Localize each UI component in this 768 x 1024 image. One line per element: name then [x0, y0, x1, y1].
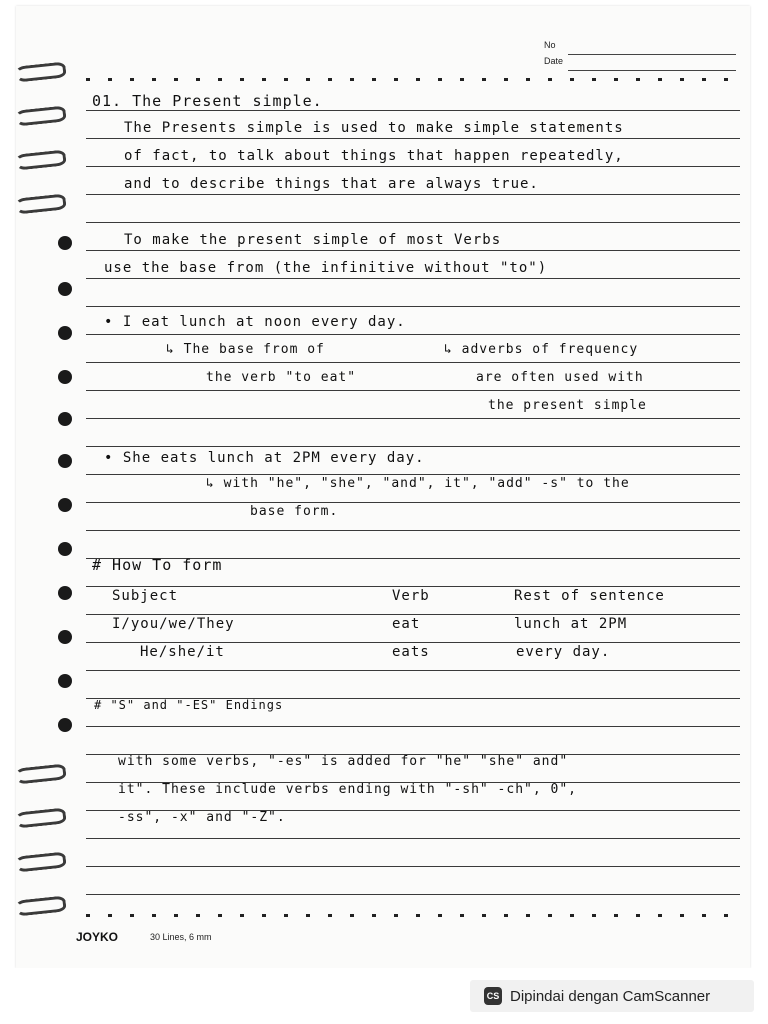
rule-line — [86, 614, 740, 615]
form-col-rest: Rest of sentence — [514, 588, 665, 604]
form-row2-subject: He/she/it — [140, 644, 225, 660]
endings-line2: it". These include verbs ending with "-sh" -ch", 0", — [118, 782, 577, 797]
rule-line — [86, 278, 740, 279]
form-row2-verb: eats — [392, 644, 430, 660]
binding-hole — [58, 674, 72, 688]
brand-logo: JOYKO — [76, 930, 119, 944]
binding-hole — [58, 370, 72, 384]
binding-hole — [58, 630, 72, 644]
form-row2-rest: every day. — [516, 644, 611, 660]
spiral-ring — [16, 854, 64, 868]
rule-line — [86, 474, 740, 475]
rule-line — [86, 362, 740, 363]
para1-line2: of fact, to talk about things that happen repeatedly, — [124, 148, 624, 164]
example2-note-2: base form. — [250, 504, 339, 519]
date-line — [568, 70, 736, 71]
rule-line — [86, 194, 740, 195]
no-line — [568, 54, 736, 55]
example2-note-1: ↳ with "he", "she", "and", it", "add" -s" to the — [206, 476, 630, 491]
rule-line — [86, 894, 740, 895]
rule-line — [86, 250, 740, 251]
spiral-ring — [16, 196, 64, 210]
binding-hole — [58, 236, 72, 250]
rule-line — [86, 446, 740, 447]
endings-line3: -ss", -x" and "-Z". — [118, 810, 286, 825]
para1-line1: The Presents simple is used to make simple statements — [124, 120, 624, 136]
no-label: No — [544, 40, 556, 50]
para2-line1: To make the present simple of most Verbs — [124, 232, 502, 248]
form-col-verb: Verb — [392, 588, 430, 604]
rule-line — [86, 334, 740, 335]
example2-sentence: • She eats lunch at 2PM every day. — [104, 450, 425, 466]
paper-spec: 30 Lines, 6 mm — [150, 932, 212, 942]
spiral-ring — [16, 810, 64, 824]
rule-line — [86, 726, 740, 727]
form-row1-subject: I/you/we/They — [112, 616, 235, 632]
camscanner-watermark — [470, 980, 754, 1012]
example1-note-left-2: the verb "to eat" — [206, 370, 357, 385]
rule-line — [86, 530, 740, 531]
example1-note-right-2: are often used with — [476, 370, 644, 385]
spiral-ring — [16, 64, 64, 78]
date-label: Date — [544, 56, 564, 66]
note-title: 01. The Present simple. — [92, 92, 323, 110]
binding-hole — [58, 412, 72, 426]
rule-line — [86, 166, 740, 167]
rule-line — [86, 866, 740, 867]
how-to-form-heading: # How To form — [92, 556, 223, 574]
endings-line1: with some verbs, "-es" is added for "he" "she" and" — [118, 754, 569, 769]
rule-line — [86, 110, 740, 111]
camscanner-icon: CS — [484, 987, 502, 1005]
form-row1-verb: eat — [392, 616, 421, 632]
endings-heading: # "S" and "-ES" Endings — [94, 698, 284, 712]
spiral-ring — [16, 152, 64, 166]
notebook-page — [16, 6, 750, 968]
rule-line — [86, 222, 740, 223]
example1-note-left-1: ↳ The base from of — [166, 342, 325, 357]
rule-line — [86, 306, 740, 307]
rule-line — [86, 586, 740, 587]
spiral-ring — [16, 766, 64, 780]
binding-hole — [58, 326, 72, 340]
example1-sentence: • I eat lunch at noon every day. — [104, 314, 406, 330]
top-rule — [86, 78, 740, 81]
rule-line — [86, 390, 740, 391]
rule-line — [86, 138, 740, 139]
rule-line — [86, 642, 740, 643]
rule-line — [86, 502, 740, 503]
example1-note-right-3: the present simple — [488, 398, 647, 413]
rule-line — [86, 670, 740, 671]
camscanner-text: Dipindai dengan CamScanner — [510, 987, 711, 1005]
binding-hole — [58, 542, 72, 556]
example1-note-right-1: ↳ adverbs of frequency — [444, 342, 639, 357]
binding-hole — [58, 454, 72, 468]
binding-hole — [58, 586, 72, 600]
spiral-ring — [16, 898, 64, 912]
form-row1-rest: lunch at 2PM — [514, 616, 628, 632]
rule-line — [86, 838, 740, 839]
para1-line3: and to describe things that are always true. — [124, 176, 539, 192]
binding-hole — [58, 718, 72, 732]
rule-line — [86, 418, 740, 419]
binding-hole — [58, 282, 72, 296]
form-col-subject: Subject — [112, 588, 179, 604]
spiral-ring — [16, 108, 64, 122]
para2-line2: use the base from (the infinitive without "to") — [104, 260, 548, 276]
bottom-rule — [86, 914, 740, 917]
binding-hole — [58, 498, 72, 512]
